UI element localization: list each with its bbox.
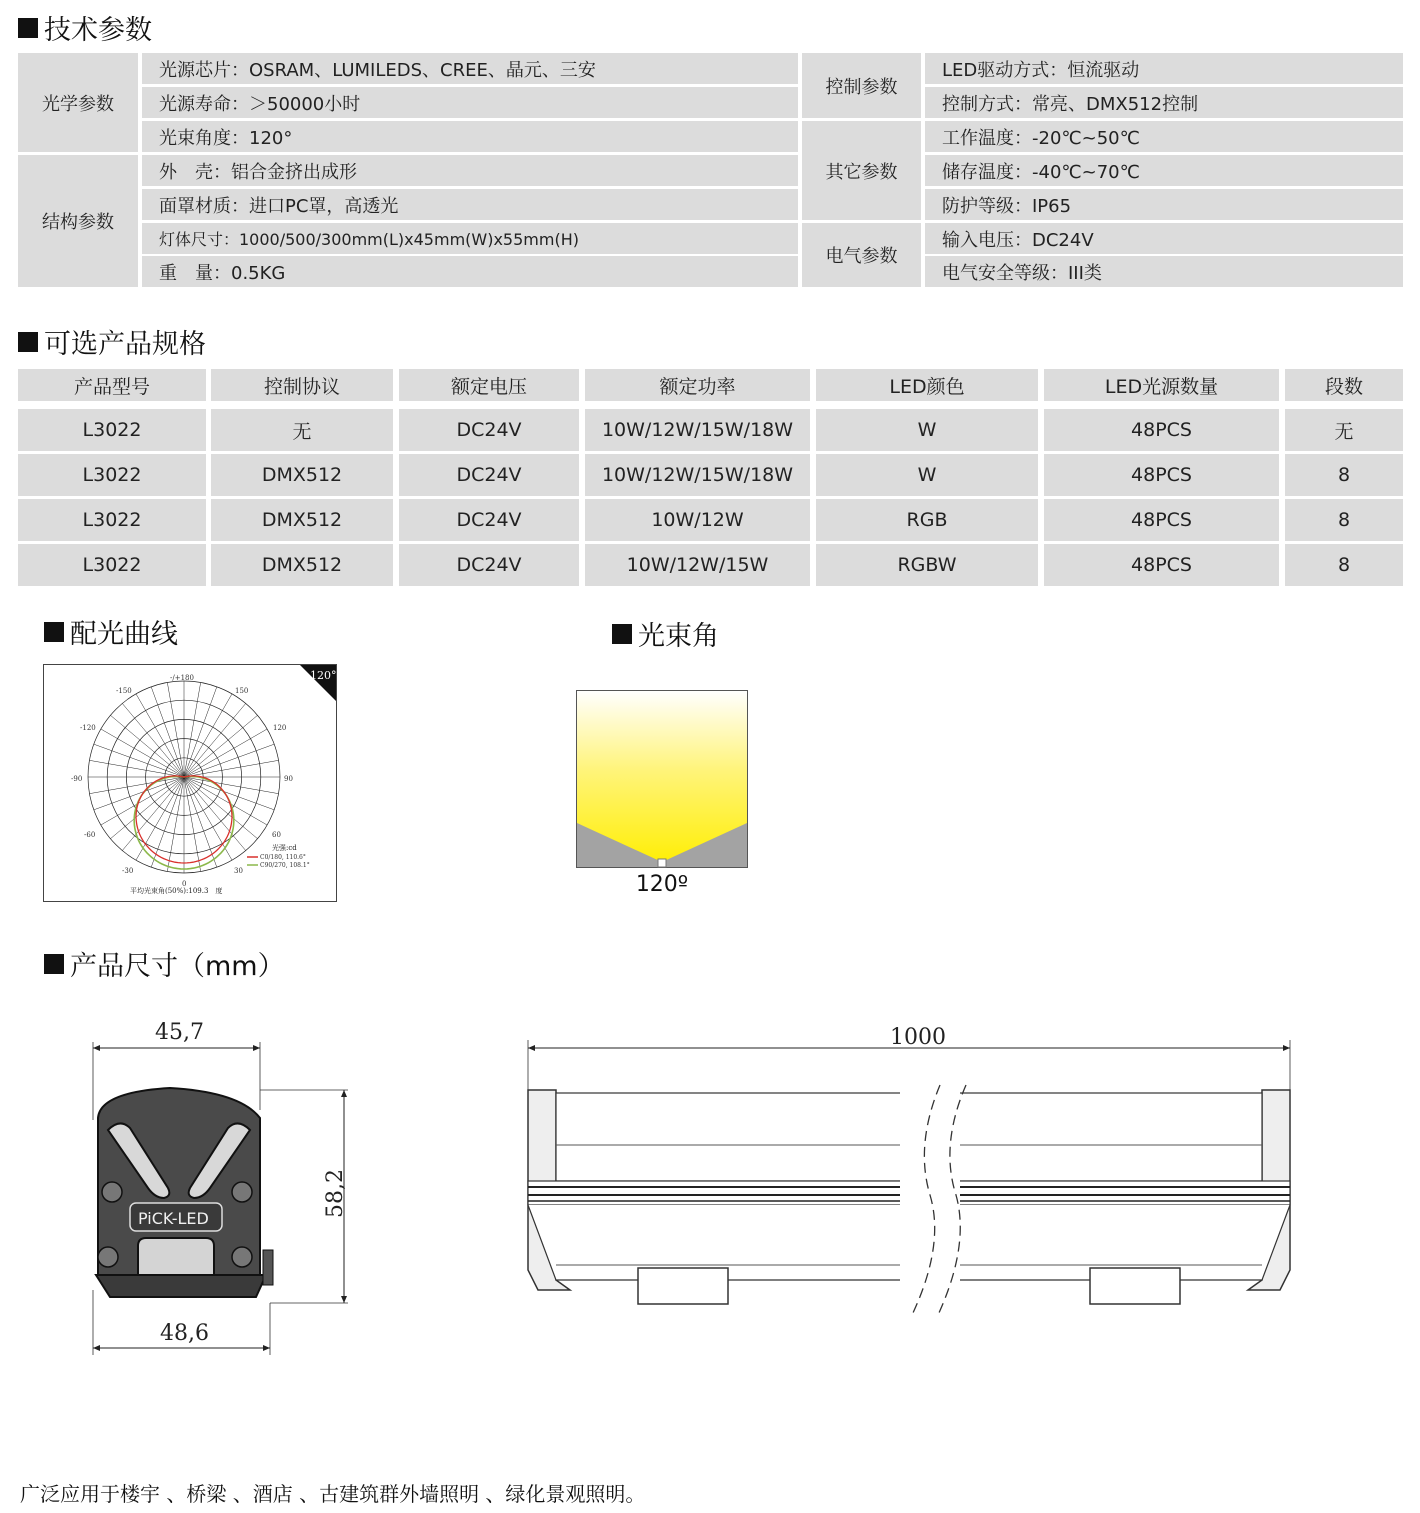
table-cell: 无 <box>211 409 393 451</box>
screw-icon <box>232 1247 252 1267</box>
angle-label: -150 <box>116 687 132 695</box>
polar-chart-svg <box>44 665 336 901</box>
table-cell: 48PCS <box>1044 544 1279 586</box>
break-gap <box>900 1075 960 1320</box>
spec-row: 电气安全等级：III类 <box>925 256 1403 287</box>
side-view-drawing <box>520 1015 1300 1320</box>
spec-row: 储存温度：-40℃~70℃ <box>925 155 1403 186</box>
spec-row: 防护等级：IP65 <box>925 189 1403 220</box>
dim-top-width: 45,7 <box>155 1020 204 1045</box>
table-cell: 48PCS <box>1044 499 1279 541</box>
table-header: 产品型号 <box>18 369 206 401</box>
table-cell: 10W/12W/15W <box>585 544 810 586</box>
spec-row: 光源寿命：＞50000小时 <box>142 87 798 118</box>
square-bullet-icon <box>612 624 632 644</box>
table-header: 额定功率 <box>585 369 810 401</box>
spec-row: 光源芯片：OSRAM、LUMILEDS、CREE、晶元、三安 <box>142 53 798 84</box>
polar-footer: 平均光束角(50%):109.3 度 <box>130 887 223 895</box>
table-cell: 10W/12W/15W/18W <box>585 409 810 451</box>
polar-diagram <box>43 664 337 902</box>
angle-label: 60 <box>272 831 281 839</box>
legend-c90: C90/270, 108.1° <box>260 862 310 869</box>
table-cell: DC24V <box>399 499 579 541</box>
table-header: 控制协议 <box>211 369 393 401</box>
section-title-dimensions <box>44 944 285 983</box>
square-bullet-icon <box>44 622 64 642</box>
spec-row: 面罩材质：进口PC罩，高透光 <box>142 189 798 220</box>
spec-row: 输入电压：DC24V <box>925 223 1403 254</box>
spec-group-other: 其它参数 <box>802 121 921 220</box>
screw-icon <box>98 1247 118 1267</box>
application-note: 广泛应用于楼宇 、桥梁 、酒店 、古建筑群外墙照明 、绿化景观照明。 <box>20 1482 646 1506</box>
table-cell: DC24V <box>399 544 579 586</box>
table-cell: 无 <box>1285 409 1403 451</box>
section-title-tech <box>18 8 152 47</box>
spec-group-optical: 光学参数 <box>18 53 138 152</box>
angle-label: -90 <box>71 775 83 783</box>
table-cell: L3022 <box>18 409 206 451</box>
spec-group-electrical: 电气参数 <box>802 223 921 287</box>
corner-label: 120° <box>310 669 336 682</box>
section-title-text: 光束角 <box>638 621 719 652</box>
table-cell: W <box>816 454 1038 496</box>
angle-label: -60 <box>84 831 96 839</box>
beam-angle-label: 120º <box>635 872 689 897</box>
table-cell: RGB <box>816 499 1038 541</box>
square-bullet-icon <box>18 332 38 352</box>
angle-label: -/+180 <box>170 674 194 682</box>
dim-height: 58,2 <box>323 1169 348 1218</box>
section-title-text: 配光曲线 <box>70 619 178 650</box>
brand-label: PiCK-LED <box>138 1209 209 1228</box>
section-title-text: 技术参数 <box>44 15 152 46</box>
square-bullet-icon <box>44 954 64 974</box>
angle-label: -30 <box>122 867 134 875</box>
angle-label: 30 <box>234 867 243 875</box>
table-cell: RGBW <box>816 544 1038 586</box>
table-cell: 48PCS <box>1044 409 1279 451</box>
legend-title: 光强:cd <box>272 844 297 852</box>
spec-row: 控制方式：常亮、DMX512控制 <box>925 87 1403 118</box>
table-cell: DC24V <box>399 409 579 451</box>
table-cell: DMX512 <box>211 544 393 586</box>
table-cell: 8 <box>1285 544 1403 586</box>
spec-row: 工作温度：-20℃~50℃ <box>925 121 1403 152</box>
housing-base <box>96 1275 266 1297</box>
spec-row: 重 量：0.5KG <box>142 256 798 287</box>
side-clip <box>263 1250 273 1285</box>
section-title-text: 可选产品规格 <box>44 329 206 360</box>
mount-bracket <box>1090 1268 1180 1304</box>
screw-icon <box>102 1182 122 1202</box>
angle-label: -120 <box>80 724 96 732</box>
spec-row: 外 壳：铝合金挤出成形 <box>142 155 798 186</box>
mount-bracket <box>638 1268 728 1304</box>
table-cell: 8 <box>1285 499 1403 541</box>
spec-group-control: 控制参数 <box>802 53 921 118</box>
dim-length: 1000 <box>890 1025 946 1050</box>
screw-icon <box>232 1182 252 1202</box>
spec-row: 灯体尺寸：1000/500/300mm(L)x45mm(W)x55mm(H) <box>142 223 798 254</box>
table-cell: 48PCS <box>1044 454 1279 496</box>
beam-angle-diagram <box>576 690 748 868</box>
table-header: 段数 <box>1285 369 1403 401</box>
legend-c0: C0/180, 110.6° <box>260 854 306 861</box>
table-cell: 10W/12W/15W/18W <box>585 454 810 496</box>
table-cell: L3022 <box>18 544 206 586</box>
spec-group-structure: 结构参数 <box>18 155 138 287</box>
section-title-beam <box>612 614 719 653</box>
angle-label: 120 <box>273 724 287 732</box>
section-title-text: 产品尺寸（mm） <box>70 951 285 982</box>
dim-bottom-width: 48,6 <box>160 1321 209 1346</box>
angle-label: 0 <box>182 880 187 888</box>
table-header: LED光源数量 <box>1044 369 1279 401</box>
beam-svg <box>576 690 748 868</box>
square-bullet-icon <box>18 18 38 38</box>
table-cell: W <box>816 409 1038 451</box>
angle-label: 150 <box>235 687 249 695</box>
table-cell: DMX512 <box>211 454 393 496</box>
table-cell: DC24V <box>399 454 579 496</box>
table-cell: L3022 <box>18 454 206 496</box>
table-cell: 10W/12W <box>585 499 810 541</box>
spec-row: 光束角度：120° <box>142 121 798 152</box>
section-title-options <box>18 322 206 361</box>
table-header: LED颜色 <box>816 369 1038 401</box>
section-title-light-curve <box>44 612 178 651</box>
table-cell: DMX512 <box>211 499 393 541</box>
led-source-icon <box>658 859 666 867</box>
table-header: 额定电压 <box>399 369 579 401</box>
table-cell: L3022 <box>18 499 206 541</box>
table-cell: 8 <box>1285 454 1403 496</box>
spec-row: LED驱动方式：恒流驱动 <box>925 53 1403 84</box>
cross-section-drawing <box>80 1010 370 1360</box>
angle-label: 90 <box>284 775 293 783</box>
